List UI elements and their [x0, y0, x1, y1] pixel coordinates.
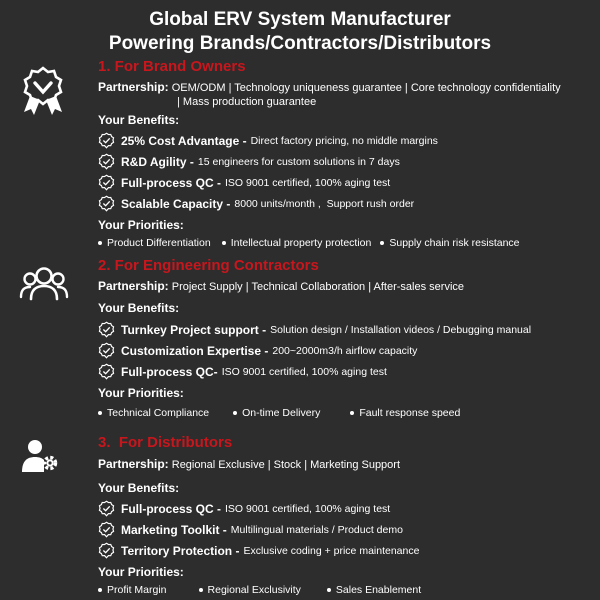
benefit-desc: 15 engineers for custom solutions in 7 days [197, 155, 400, 168]
partnership-text: OEM/ODM | Technology uniqueness guarantee | Core technology confidentiality [171, 82, 561, 94]
section-heading: 2. For Engineering Contractors [98, 257, 319, 274]
partnership-line [98, 80, 593, 96]
priorities-list [98, 405, 593, 421]
benefit-desc: Multilingual materials / Product demo [230, 523, 403, 536]
benefit-desc: ISO 9001 certified, 100% aging test [221, 365, 387, 378]
check-badge-icon [98, 363, 115, 380]
partnership-text: Project Supply | Technical Collaboration | After-sales service [171, 281, 465, 293]
benefit-title: Full-process QC - [121, 501, 222, 516]
benefit-item [98, 319, 593, 340]
user-group-icon [18, 261, 72, 311]
benefit-item [98, 151, 593, 172]
benefit-title: Marketing Toolkit - [121, 522, 227, 537]
priority-item: Product Differentiation [98, 235, 211, 251]
benefit-item [98, 361, 593, 382]
section-heading: 3. For Distributors [98, 434, 233, 451]
title-line-2: Powering Brands/Contractors/Distributors [108, 33, 492, 54]
check-badge-icon [98, 321, 115, 338]
check-badge-icon [98, 153, 115, 170]
benefit-item [98, 130, 593, 151]
benefits-label: Your Benefits: [98, 301, 180, 315]
benefits-list [98, 319, 593, 382]
priority-item: Technical Compliance [98, 405, 209, 421]
check-badge-icon [98, 521, 115, 538]
check-badge-icon [98, 132, 115, 149]
benefit-title: Territory Protection - [121, 543, 240, 558]
benefits-label: Your Benefits: [98, 481, 180, 495]
benefit-desc: Exclusive coding + price maintenance [243, 544, 420, 557]
benefit-title: Customization Expertise - [121, 343, 269, 358]
benefit-desc: Direct factory pricing, no middle margins [250, 134, 438, 147]
benefit-desc: 200~2000m3/h airflow capacity [272, 344, 418, 357]
benefits-list [98, 130, 593, 214]
benefit-title: 25% Cost Advantage - [121, 133, 247, 148]
benefit-title: Full-process QC - [121, 175, 222, 190]
priority-item: Fault response speed [350, 405, 460, 421]
benefit-title: Turnkey Project support - [121, 322, 267, 337]
user-gear-icon [18, 436, 72, 486]
benefits-label: Your Benefits: [98, 113, 180, 127]
partnership-line [98, 279, 593, 295]
benefit-title: Scalable Capacity - [121, 196, 231, 211]
partnership-label: Partnership: [98, 80, 169, 94]
benefit-title: R&D Agility - [121, 154, 194, 169]
priorities-list [98, 235, 593, 251]
check-badge-icon [98, 500, 115, 517]
benefit-desc: Solution design / Installation videos / Debugging manual [270, 323, 532, 336]
partnership-label: Partnership: [98, 457, 169, 471]
partnership-text-cont: | Mass production guarantee [177, 96, 317, 108]
check-badge-icon [98, 195, 115, 212]
benefit-item [98, 340, 593, 361]
priority-item: Supply chain risk resistance [380, 235, 519, 251]
benefit-desc: ISO 9001 certified, 100% aging test [225, 176, 391, 189]
benefit-desc: 8000 units/month , Support rush order [234, 197, 415, 210]
benefits-list [98, 498, 593, 561]
priorities-label: Your Priorities: [98, 218, 184, 232]
priority-item: Sales Enablement [327, 582, 421, 598]
benefit-item [98, 498, 593, 519]
title-line-1: Global ERV System Manufacturer [149, 9, 451, 30]
certificate-badge-icon [18, 66, 72, 116]
check-badge-icon [98, 174, 115, 191]
priorities-list [98, 582, 593, 598]
partnership-text: Regional Exclusive | Stock | Marketing Support [171, 459, 401, 471]
page-title [0, 0, 600, 56]
benefit-title: Full-process QC- [121, 364, 218, 379]
priorities-label: Your Priorities: [98, 386, 184, 400]
priority-item: Profit Margin [98, 582, 167, 598]
priority-item: Intellectual property protection [222, 235, 372, 251]
priorities-label: Your Priorities: [98, 565, 184, 579]
partnership-line [98, 457, 593, 473]
priority-item: On-time Delivery [233, 405, 320, 421]
priority-item: Regional Exclusivity [199, 582, 301, 598]
benefit-item [98, 540, 593, 561]
partnership-label: Partnership: [98, 279, 169, 293]
benefit-item [98, 519, 593, 540]
check-badge-icon [98, 542, 115, 559]
benefit-item [98, 172, 593, 193]
benefit-item [98, 193, 593, 214]
check-badge-icon [98, 342, 115, 359]
section-heading: 1. For Brand Owners [98, 58, 246, 75]
benefit-desc: ISO 9001 certified, 100% aging test [225, 502, 391, 515]
